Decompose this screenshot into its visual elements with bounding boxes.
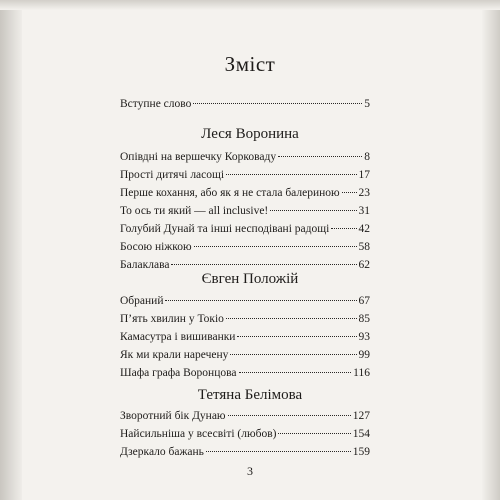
dot-leader [226,318,357,319]
toc-entry [120,367,370,385]
dot-leader [239,372,352,373]
toc-entry-page: 62 [358,259,370,271]
toc-entry [120,169,370,187]
toc-entry-title: То ось ти який — all inclusive! [120,205,269,217]
toc-entry-title: Обраний [120,295,164,307]
toc-entry-page: 116 [353,367,370,379]
toc-title: Зміст [224,52,276,76]
toc-entry-page: 159 [352,446,370,458]
toc-entry-title: Дзеркало бажань [120,446,204,458]
dot-leader [193,103,362,104]
dot-leader [228,415,351,416]
toc-entry-page: 17 [358,169,370,181]
toc-entry-title: Як ми крали наречену [120,349,229,361]
dot-leader [278,156,362,157]
page-number: 3 [247,464,253,478]
dot-leader [342,192,357,193]
toc-entry-title: Прості дитячі ласощі [120,169,225,181]
toc-entry-page: 93 [358,331,370,343]
toc-entry-title: Вступне слово [120,98,192,110]
toc-entry-title: Шафа графа Воронцова [120,367,237,379]
toc-entry-page: 23 [358,187,370,199]
section-author: Тетяна Белімова [197,387,303,403]
toc-entry-title: Опівдні на вершечку Корковаду [120,151,277,163]
toc-entry [120,313,370,331]
toc-entry-title: Камасутра і вишиванки [120,331,236,343]
page-edge-shadow-top [0,0,500,10]
toc-entry [120,446,370,464]
toc-entry-title: Балаклава [120,259,170,271]
dot-leader [206,451,351,452]
dot-leader [226,174,356,175]
toc-entry-page: 127 [352,410,370,422]
toc-entry-page: 8 [364,151,370,163]
toc-entry-title: Босою ніжкою [120,241,192,253]
dot-leader [165,300,356,301]
toc-entry [120,349,370,367]
toc-entry [120,428,370,446]
toc-entry-page: 42 [358,223,370,235]
dot-leader [171,264,356,265]
toc-entry-title: П’ять хвилин у Токіо [120,313,224,325]
toc-entry [120,187,370,205]
toc-entry-page: 85 [358,313,370,325]
dot-leader [270,210,356,211]
toc-entry [120,151,370,169]
toc-entry-page: 154 [352,428,370,440]
toc-entry [120,223,370,241]
toc-entry-title: Перше кохання, або як я не стала балериною [120,187,340,199]
toc-entry-page: 99 [358,349,370,361]
toc-entry [120,205,370,223]
toc-entry [120,410,370,428]
toc-entry [120,98,370,116]
dot-leader [278,433,350,434]
toc-entry [120,331,370,349]
section-author: Леся Воронина [201,126,299,142]
toc-entry-title: Голубий Дунай та інші несподівані радощі [120,223,330,235]
toc-entry [120,241,370,259]
toc-entry-page: 58 [358,241,370,253]
toc-entry [120,295,370,313]
toc-entry-title: Найсильніша у всесвіті (любов) [120,428,277,440]
toc-entry-title: Зворотний бік Дунаю [120,410,226,422]
dot-leader [331,228,356,229]
toc-entry-page: 5 [364,98,370,110]
dot-leader [237,336,356,337]
toc-entry-page: 31 [358,205,370,217]
toc-entry-page: 67 [358,295,370,307]
dot-leader [194,246,357,247]
dot-leader [230,354,356,355]
section-author: Євген Положій [201,271,299,287]
